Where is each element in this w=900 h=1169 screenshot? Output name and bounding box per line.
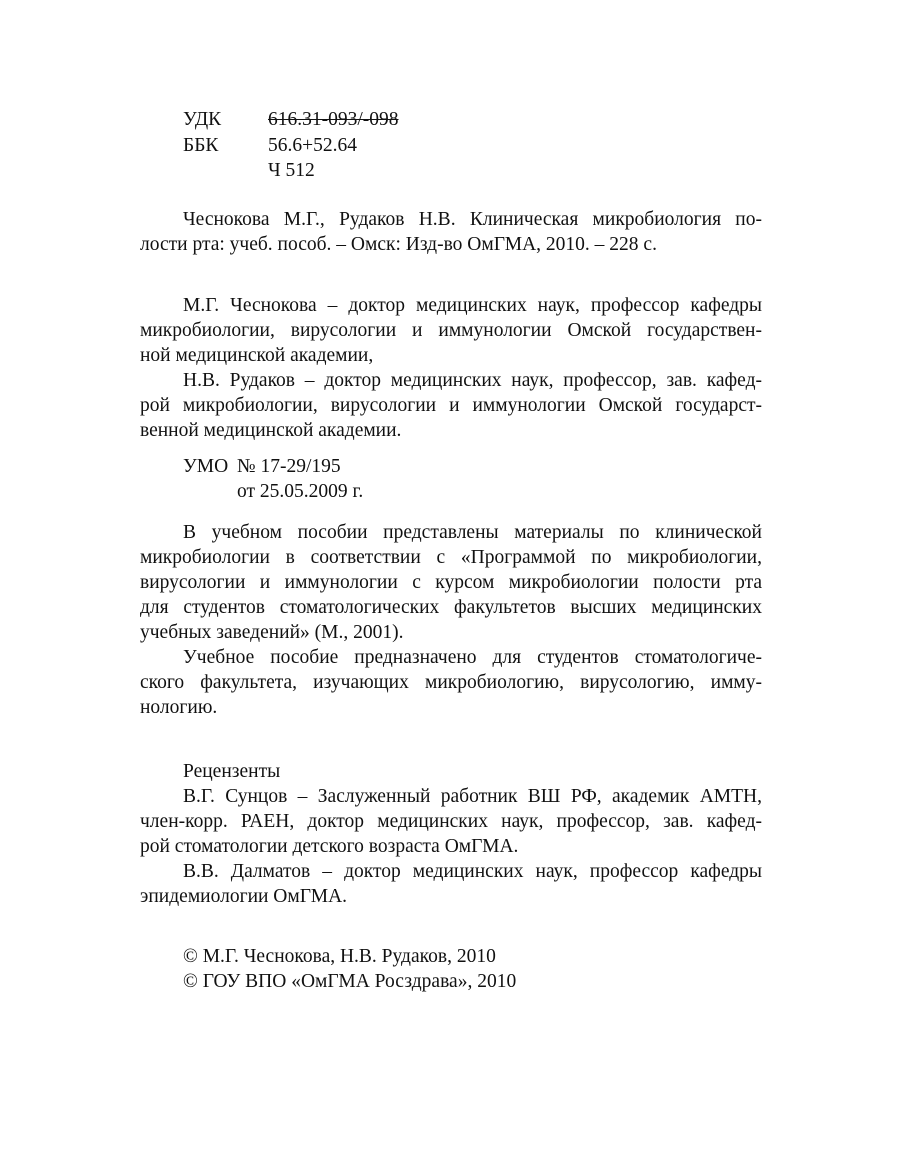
- udk-code: 616.31-093/-098: [268, 109, 399, 130]
- authors-line: микробиологии, вирусологии и иммунологии Омской государствен-: [140, 320, 762, 341]
- umo-date: от 25.05.2009 г.: [237, 481, 364, 502]
- annotation-line: вирусологии и иммунологии с курсом микробиологии полости рта: [140, 572, 762, 593]
- citation-line: Чеснокова М.Г., Рудаков Н.В. Клиническая микробиология по-: [183, 209, 762, 230]
- authors-line: рой микробиологии, вирусологии и иммунологии Омской государст-: [140, 395, 762, 416]
- annotation-line: ского факультета, изучающих микробиологию, вирусологию, имму-: [140, 672, 762, 693]
- bbk-code: 56.6+52.64: [268, 135, 357, 156]
- annotation-line: Учебное пособие предназначено для студентов стоматологиче-: [183, 647, 762, 668]
- copyright-line: © М.Г. Чеснокова, Н.В. Рудаков, 2010: [183, 946, 496, 967]
- author-sign: Ч 512: [268, 160, 315, 181]
- udk-label: УДК: [183, 109, 222, 130]
- authors-line: М.Г. Чеснокова – доктор медицинских наук, профессор кафедры: [183, 295, 762, 316]
- authors-line: ной медицинской академии,: [140, 345, 374, 366]
- bbk-label: ББК: [183, 135, 219, 156]
- reviewers-line: член-корр. РАЕН, доктор медицинских наук, профессор, зав. кафед-: [140, 811, 762, 832]
- reviewers-line: эпидемиологии ОмГМА.: [140, 886, 348, 907]
- umo-label: УМО: [183, 456, 229, 477]
- authors-line: Н.В. Рудаков – доктор медицинских наук, профессор, зав. кафед-: [183, 370, 762, 391]
- reviewers-heading: Рецензенты: [183, 761, 281, 782]
- reviewers-line: В.Г. Сунцов – Заслуженный работник ВШ РФ, академик АМТН,: [183, 786, 762, 807]
- annotation-line: микробиологии в соответствии с «Программой по микробиологии,: [140, 547, 762, 568]
- copyright-line: © ГОУ ВПО «ОмГМА Росздрава», 2010: [183, 971, 517, 992]
- annotation-line: для студентов стоматологических факультетов высших медицинских: [140, 597, 762, 618]
- reviewers-line: рой стоматологии детского возраста ОмГМА.: [140, 836, 519, 857]
- annotation-line: В учебном пособии представлены материалы по клинической: [183, 522, 762, 543]
- reviewers-line: В.В. Далматов – доктор медицинских наук, профессор кафедры: [183, 861, 762, 882]
- annotation-line: учебных заведений» (М., 2001).: [140, 622, 404, 643]
- annotation-line: нологию.: [140, 697, 218, 718]
- umo-number: № 17-29/195: [237, 456, 341, 477]
- authors-line: венной медицинской академии.: [140, 420, 402, 441]
- citation-line: лости рта: учеб. пособ. – Омск: Изд-во ОмГМА, 2010. – 228 с.: [140, 234, 657, 255]
